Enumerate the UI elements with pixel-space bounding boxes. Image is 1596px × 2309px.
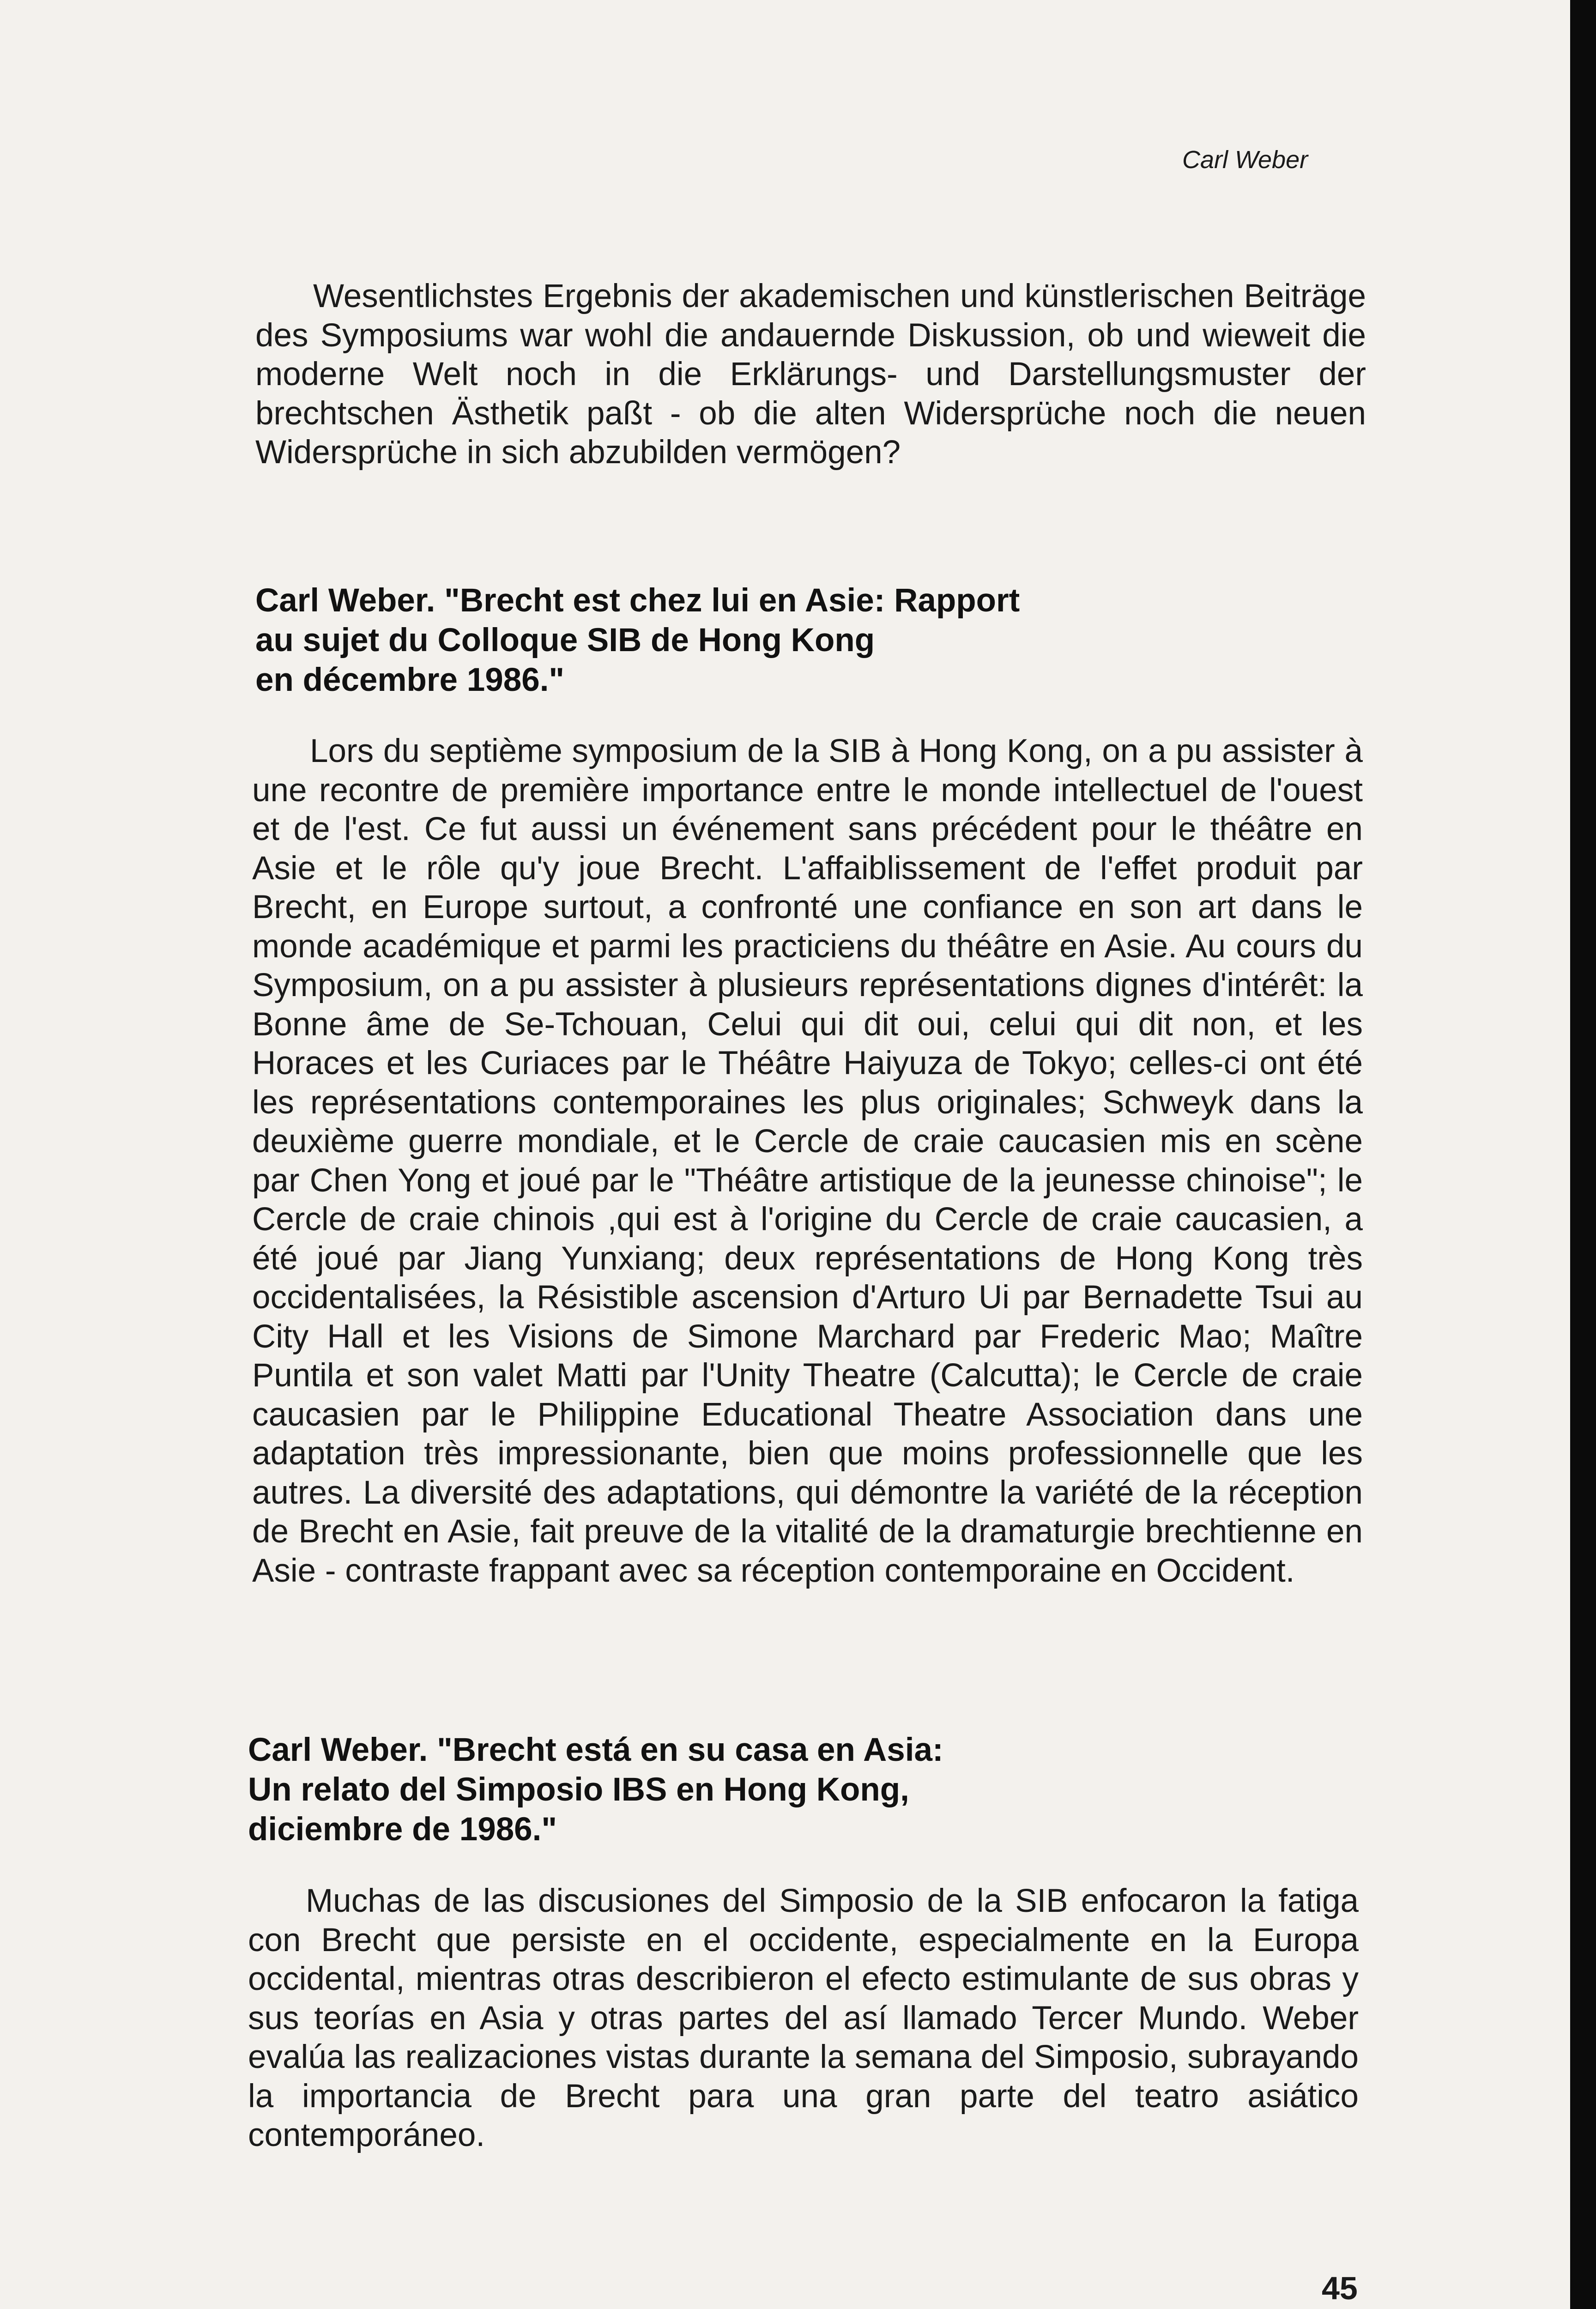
spanish-abstract-heading (248, 1730, 943, 1850)
heading-line: diciembre de 1986." (248, 1811, 557, 1848)
spanish-paragraph: Muchas de las discusiones del Simposio de la SIB enfocaron la fatiga con Brecht que persiste en el occidente, especialmente en la Europa occidental, mientras otras describieron el efecto estimulante de sus obras y sus teorías en Asia y otras partes del así llamado Tercer Mundo. Weber evalúa las realizaciones vistas durante la semana del Simposio, subrayando la importancia de Brecht para una gran parte del teatro asiático contemporáneo. (248, 1883, 1359, 2153)
heading-line: Carl Weber. "Brecht est chez lui en Asie: Rapport (255, 582, 1020, 619)
french-paragraph: Lors du septième symposium de la SIB à Hong Kong, on a pu assister à une recontre de première importance entre le monde intellectuel de l'ouest et de l'est. Ce fut aussi un événement sans précédent pour le théâtre en Asie et le rôle qu'y joue Brecht. L'affaiblissement de l'effet produit par Brecht, en Europe surtout, a confronté une confiance en son art dans le monde académique et parmi les practiciens du théâtre en Asie. Au cours du Symposium, on a pu assister à plusieurs représentations dignes d'intérêt: la Bonne âme de Se-Tchouan, Celui qui dit oui, celui qui dit non, et les Horaces et les Curiaces par le Théâtre Haiyuza de Tokyo; celles-ci ont été les représentations contemporaines les plus originales; Schweyk dans la deuxième guerre mondiale, et le Cercle de craie caucasien mis en scène par Chen Yong et joué par le "Théâtre artistique de la jeunesse chinoise"; le Cercle de craie chinois ,qui est à l'origine du Cercle de craie caucasien, a été joué par Jiang Yunxiang; deux représentations de Hong Kong très occidentalisées, la Résistible ascension d'Arturo Ui par Bernadette Tsui au City Hall et les Visions de Simone Marchard par Frederic Mao; Maître Puntila et son valet Matti par l'Unity Theatre (Calcutta); le Cercle de craie caucasien par le Philippine Educational Theatre Association dans une adaptation très impressionante, bien que moins professionnelle que les autres. La diversité des adaptations, qui démontre la variété de la réception de Brecht en Asie, fait preuve de la vitalité de la dramaturgie brechtienne en Asie - contraste frappant avec sa réception contemporaine en Occident. (252, 733, 1363, 1589)
french-abstract-heading (255, 581, 1020, 700)
scan-border (1570, 0, 1596, 2309)
heading-line: Carl Weber. "Brecht está en su casa en Asia: (248, 1732, 943, 1768)
heading-line: au sujet du Colloque SIB de Hong Kong (255, 622, 875, 659)
heading-line: en décembre 1986." (255, 662, 565, 698)
german-paragraph: Wesentlichstes Ergebnis der akademischen und künstlerischen Beiträge des Symposiums war wohl die andauernde Diskussion, ob und wieweit die moderne Welt noch in die Erklärungs- und Darstellungsmuster der brechtschen Ästhetik paßt - ob die alten Widersprüche noch die neuen Widersprüche in sich abzubilden vermögen? (255, 278, 1366, 471)
heading-line: Un relato del Simposio IBS en Hong Kong, (248, 1771, 909, 1808)
page-number: 45 (1322, 2270, 1358, 2306)
running-head: Carl Weber (1182, 146, 1308, 174)
